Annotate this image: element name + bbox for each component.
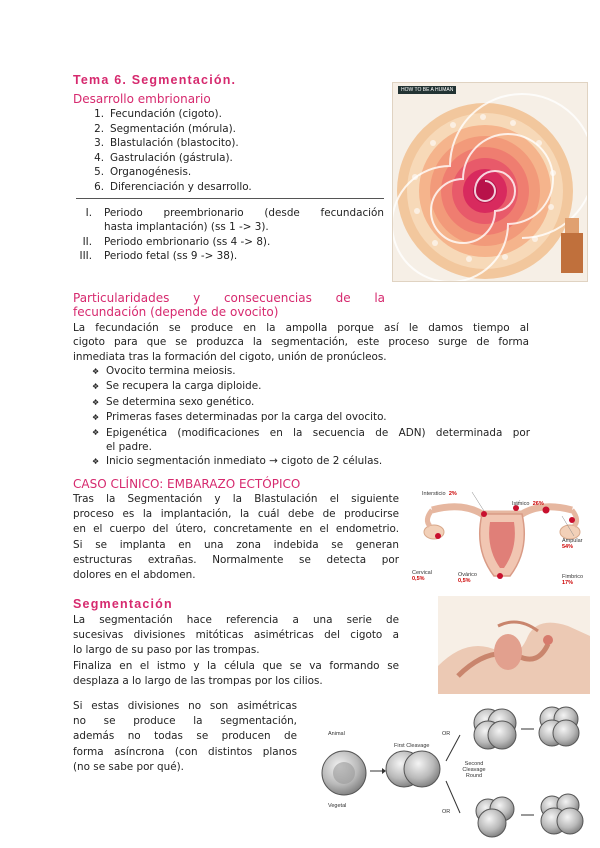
segmentacion-paragraph [73,613,399,689]
section-heading-particularidades: Particularidades y consecuencias de la [73,291,385,305]
list-item: hasta implantación) (ss 1 -> 3). [104,221,269,234]
page-title: Tema 6. Segmentación. [73,73,237,87]
list-item: 2. Segmentación (mórula). [94,122,236,135]
text-line: además no todas se producen de [73,730,297,743]
text-line: Tras la Segmentación y la Blastulación el siguiente [73,493,399,505]
poster-title: HOW TO BE A HUMAN [398,86,456,94]
list-item: ❖ Inicio segmentación inmediato → cigoto de 2 células. [92,455,383,468]
label-animal: Animal [328,731,345,737]
list-item: 6. Diferenciación y desarrollo. [94,180,252,193]
list-item: ❖ Primeras fases determinadas por la carga del ovocito. [92,411,387,424]
section-heading-segmentacion: Segmentación [73,597,173,611]
segmentacion-paragraph-2 [73,699,297,775]
spiral-graphic [393,83,588,282]
label-first-cleavage: First Cleavage [394,743,430,749]
divider [76,198,384,199]
text-line: (no se sabe por qué). [73,760,184,773]
stage-list [86,107,252,195]
intro-paragraph [73,321,529,364]
list-item: ❖ Ovocito termina meiosis. [92,365,236,377]
text-line: Finaliza en el istmo y la célula que se va formando se [73,659,399,672]
list-item: II. Periodo embrionario (ss 4 -> 8). [82,235,271,248]
label-second-cleavage: Second Cleavage Round [462,761,486,779]
list-item: el padre. [106,441,152,454]
text-line: dolores en el abdomen. [73,569,196,582]
list-item: ❖ Epigenética (modificaciones en la secuencia de ADN) determinada por [92,426,530,439]
label-or-1: OR [442,731,451,737]
label-vegetal: Vegetal [328,803,347,809]
text-line: no se produce la segmentación, [73,715,297,728]
list-item: 3. Blastulación (blastocito). [94,137,239,150]
text-line: en el cuerpo del útero, concretamente en el endometrio. [73,523,399,536]
text-line: inmediata tras la formación del cigoto, unión de pronúcleos. [73,350,387,363]
cleavage-diagram [306,695,596,845]
ectopic-pregnancy-figure [412,480,592,592]
text-line: lo largo de su paso por las trompas. [73,644,260,657]
list-item: 1. Fecundación (cigoto). [94,108,222,120]
pelvis-diagram [438,596,590,694]
period-list [72,206,384,264]
label-cervical: Cervical 0,5% [412,570,432,582]
list-item: III. Periodo fetal (ss 9 -> 38). [79,250,238,263]
text-line: Si estas divisiones no son asimétricas [73,700,297,712]
label-fimbrico: Fimbrico 17% [562,574,584,586]
text-line: La fecundación se produce en la ampolla porque así le damos tiempo al [73,322,529,334]
list-item: 5. Organogénesis. [94,166,192,179]
section-heading-desarrollo: Desarrollo embrionario [73,92,211,106]
label-or-2: OR [442,809,451,815]
list-item: 4. Gastrulación (gástrula). [94,151,233,164]
list-item: ❖ Se recupera la carga diploide. [92,380,262,393]
text-line: desplaza a lo largo de las trompas por los cilios. [73,674,323,687]
cleavage-figure [306,695,596,845]
section-heading-caso-clinico: CASO CLÍNICO: EMBARAZO ECTÓPICO [73,477,301,491]
bullet-list [92,364,530,470]
caso-clinico-paragraph [73,492,399,583]
text-line: La segmentación hace referencia a una serie de [73,614,399,626]
text-line: forma asíncrona (con distintos planos [73,745,297,758]
section-heading-particularidades-2: fecundación (depende de ovocito) [73,305,279,319]
label-ovarico: Ovárico 0,5% [458,572,477,584]
label-istmico: Istmico 26% [512,501,544,507]
text-line: proceso es la implantación, la cuál debe de producirse [73,508,399,521]
label-intersticio: Intersticio 2% [422,491,457,497]
text-line: estructuras extrañas. Normalmente se detecta por [73,553,399,566]
embryo-development-poster [392,82,588,282]
fallopian-tube-figure [438,596,590,694]
list-item: I. Periodo preembrionario (desde fecundación [85,207,384,219]
text-line: cigoto para que se produzca la segmentación, este proceso surge de forma [73,336,529,349]
text-line: sucesivas divisiones mitóticas asimétricas del cigoto a [73,629,399,642]
label-ampular: Ampular 54% [562,538,583,550]
text-line: Si se implanta en una zona indebida se generan [73,538,399,551]
list-item: ❖ Se determina sexo genético. [92,395,255,408]
